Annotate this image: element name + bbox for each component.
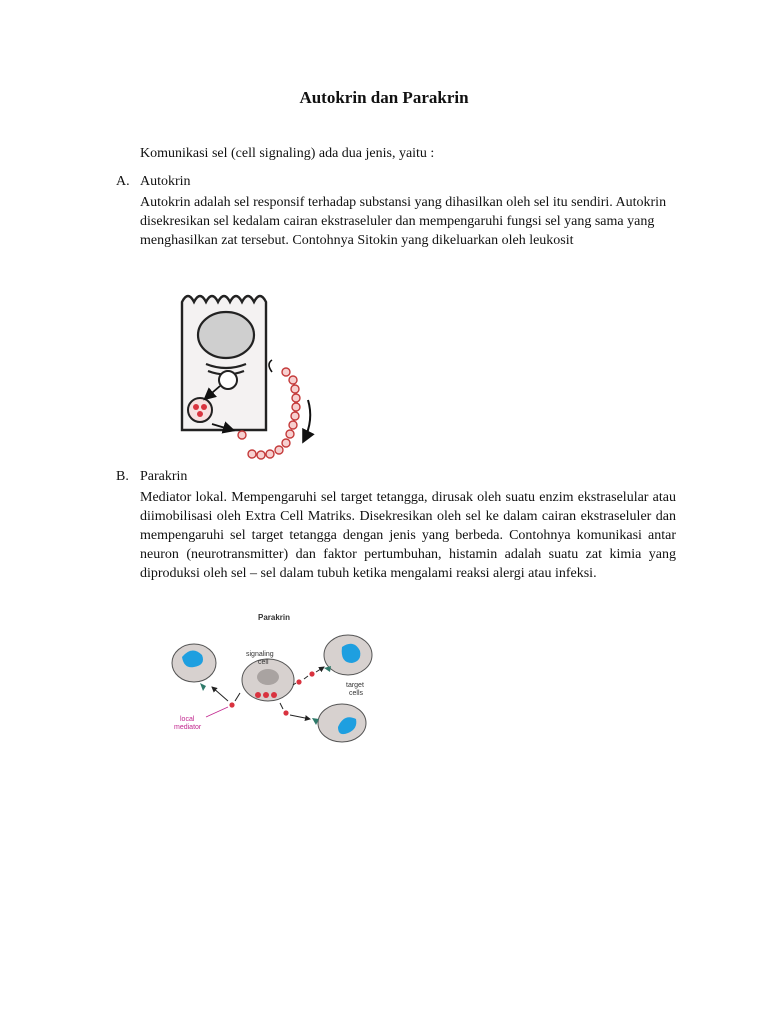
autokrin-vesicle xyxy=(219,371,237,389)
autokrin-nucleus xyxy=(198,312,254,358)
autokrin-figure xyxy=(140,280,350,470)
signaling-cell-label-1: signaling xyxy=(246,651,274,658)
section-b-heading: Parakrin xyxy=(140,469,188,484)
parakrin-figure xyxy=(160,605,400,750)
target-cells-label-2: cells xyxy=(349,690,364,697)
local-mediator-label-2: mediator xyxy=(174,724,202,731)
signaling-cell-label-2: cell xyxy=(258,659,269,666)
section-a-marker: A. xyxy=(116,174,130,189)
page-title: Autokrin dan Parakrin xyxy=(299,88,469,107)
intro-text: Komunikasi sel (cell signaling) ada dua jenis, yaitu : xyxy=(140,146,435,161)
section-a-heading: Autokrin xyxy=(140,174,191,189)
parakrin-figure-title: Parakrin xyxy=(258,613,291,622)
section-b-body: Mediator lokal. Mempengaruhi sel target tetangga, dirusak oleh suatu enzim ekstraselular atau diimobilisasi oleh Extra Cell Matriks. Disekresikan oleh sel ke dalam cairan ekstraseluler dan mempengaruhi sel target tetangga dengan jenis yang berbeda. Contohnya komunikasi antar neuron (neurotransmitter) dan faktor pertumbuhan, histamin adalah suatu zat kimia yang diproduksi oleh sel – sel dalam tubuh ketika mengalami reaksi alergi atau infeksi. xyxy=(140,490,676,581)
section-a-body: Autokrin adalah sel responsif terhadap substansi yang dihasilkan oleh sel itu sendiri. Autokrin disekresikan sel kedalam cairan ekstraseluler dan mempengaruhi fungsi sel yang sama yang menghasilkan zat tersebut. Contohnya Sitokin yang dikeluarkan oleh leukosit xyxy=(140,195,667,248)
local-mediator-label-1: local xyxy=(180,716,195,723)
target-cells-label-1: target xyxy=(346,682,364,689)
section-b-marker: B. xyxy=(116,469,129,484)
autokrin-receptor-cluster xyxy=(188,398,212,422)
